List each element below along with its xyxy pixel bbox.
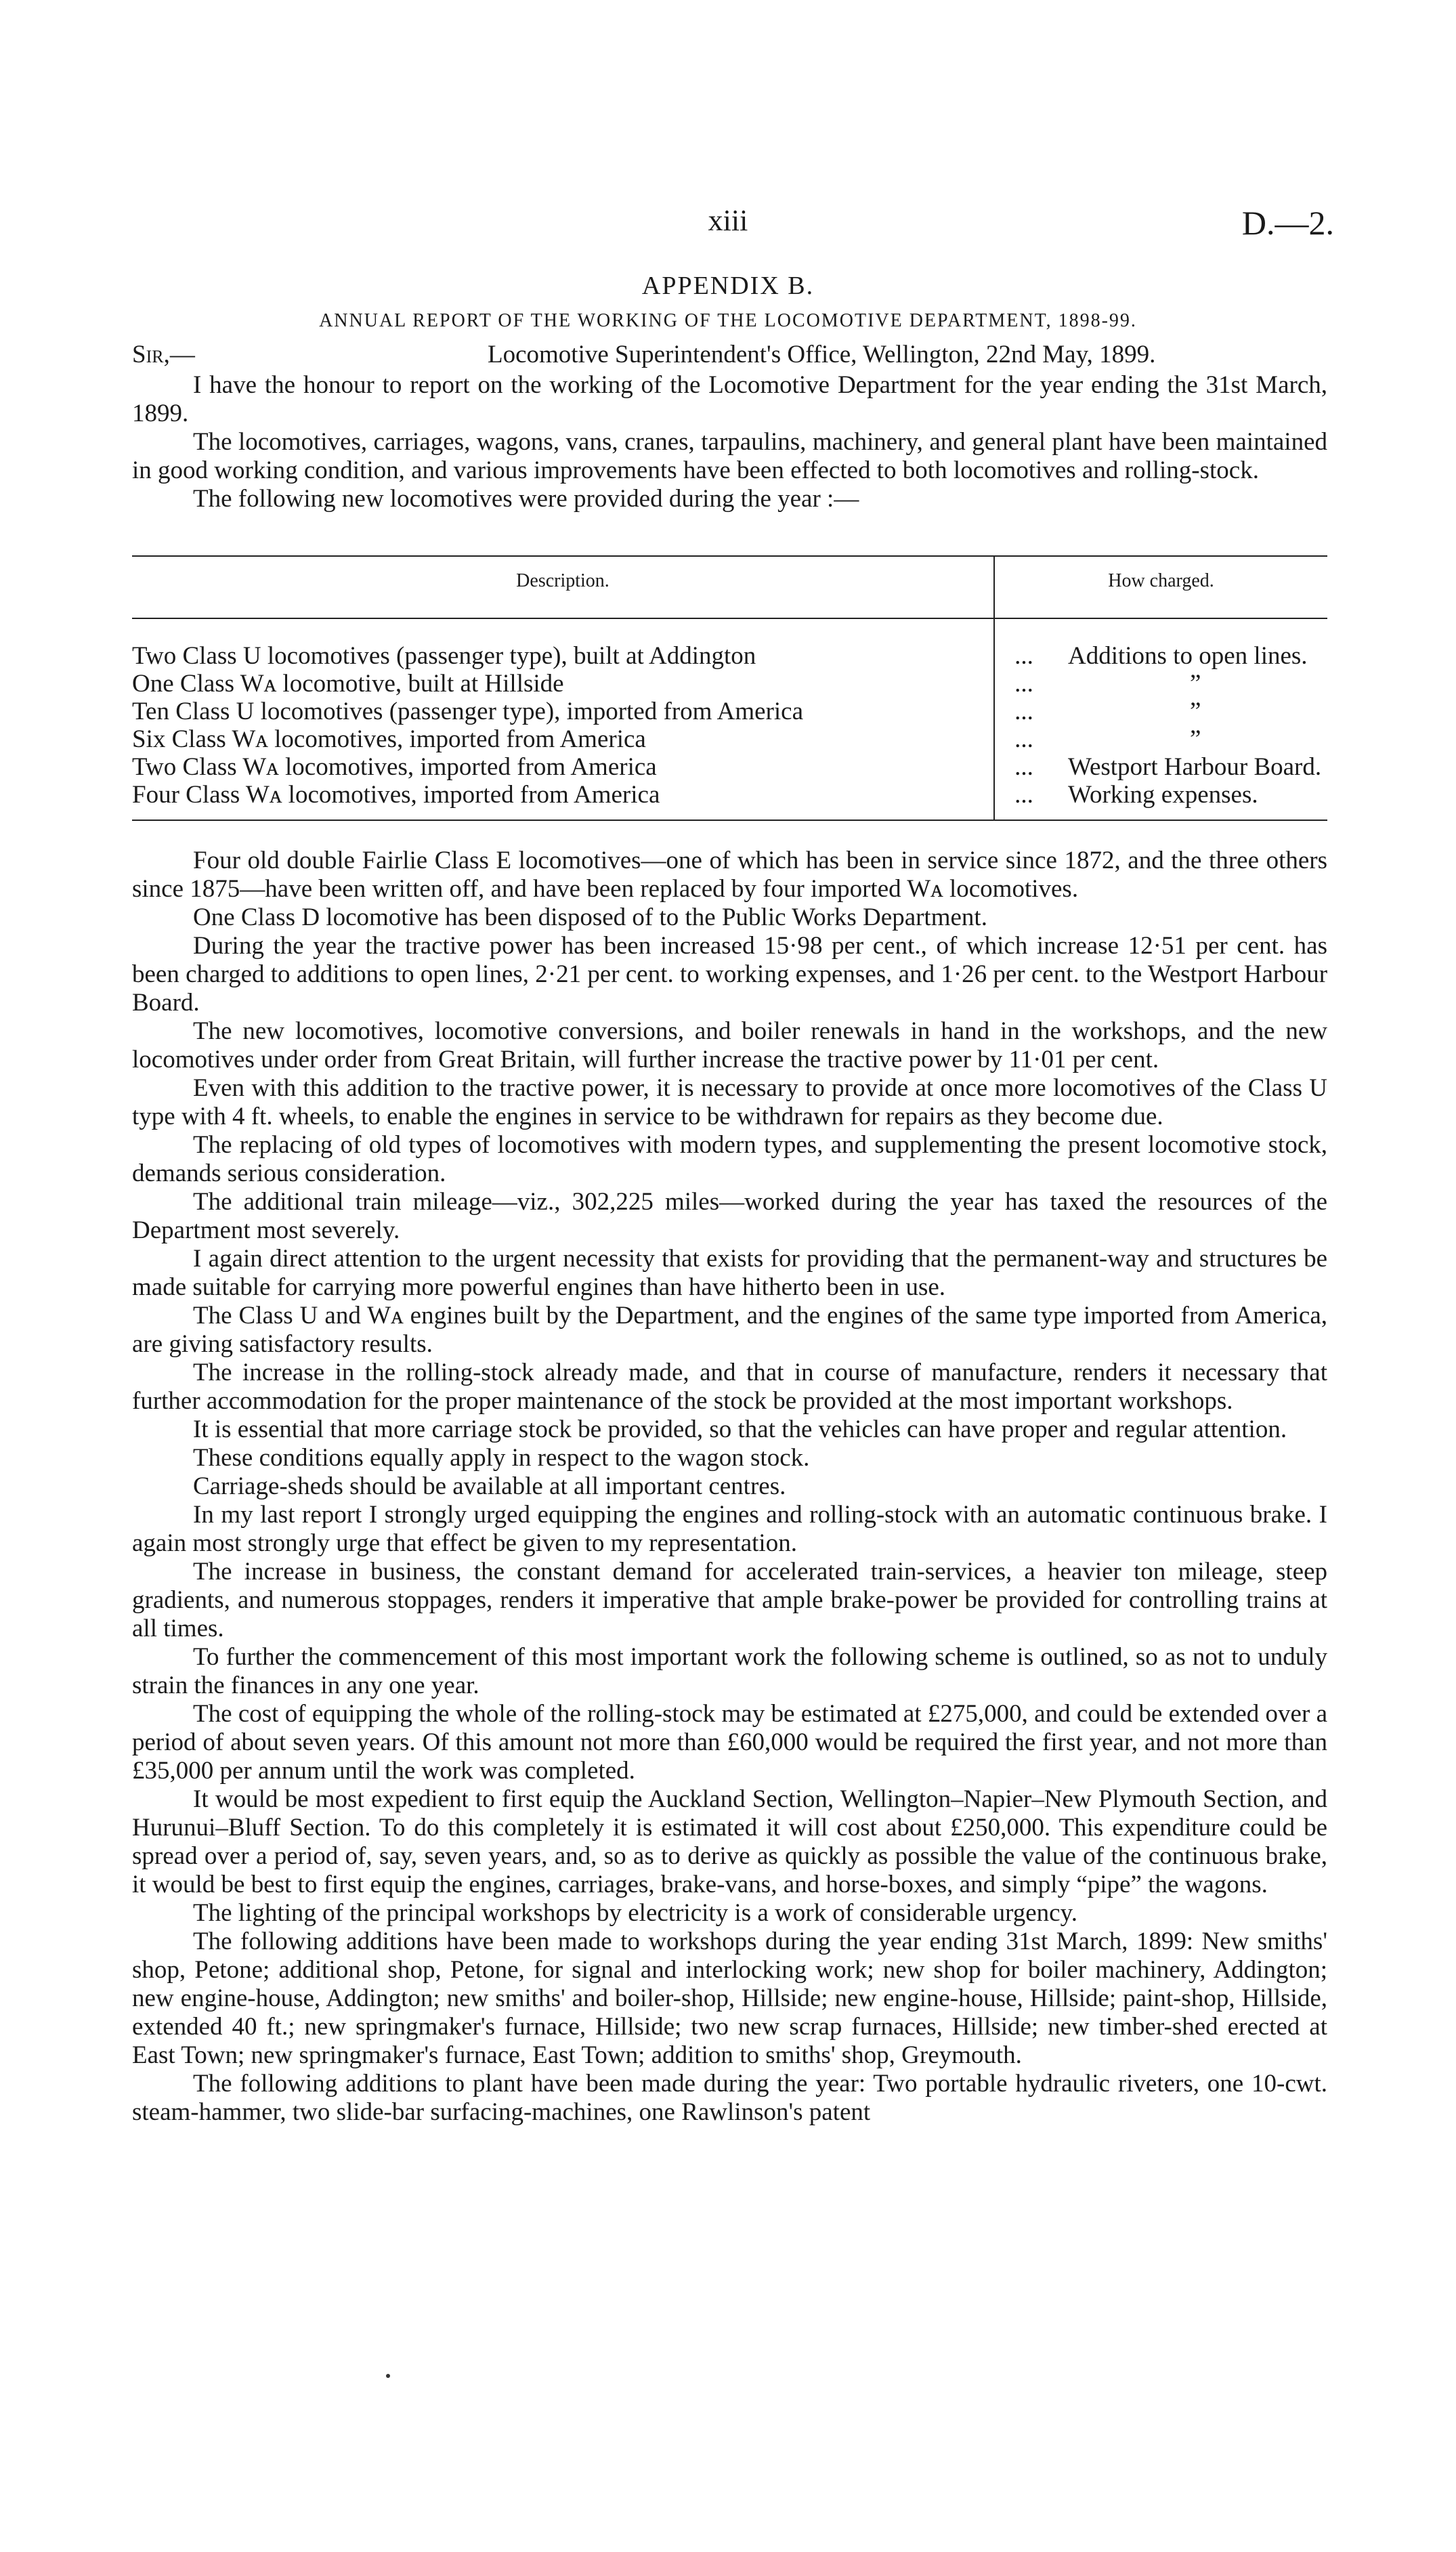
report-body [132,847,1327,2127]
body-paragraph: In my last report I strongly urged equipping the engines and rolling-stock with an automatic continuous brake. I again most strongly urge that effect be given to my representation. [132,1501,1327,1557]
table-bottom-rule [132,820,1327,821]
table-top-rule [132,555,1327,557]
page-number: xiii [708,204,748,237]
table-leader: ... [1014,725,1033,753]
table-cell-description: Two Class Wᴀ locomotives, imported from America [132,753,657,781]
body-paragraph: It would be most expedient to first equip the Auckland Section, Wellington–Napier–New Plymouth Section, and Hurunui–Bluff Section. To do this completely it is estimated it will cost about £250,000. This expenditure could be spread over a period of, say, seven years, and, so as to derive as quickly as possible the value of the continuous brake, it would be best to first equip the engines, carriages, brake-vans, and horse-boxes, and simply “pipe” the wagons. [132,1785,1327,1898]
body-paragraph: The Class U and Wᴀ engines built by the Department, and the engines of the same type imported from America, are giving satisfactory results. [132,1302,1327,1358]
table-header-description: Description. [516,570,609,591]
table-row [132,725,1327,753]
table-leader: ... [1014,698,1033,725]
intro-text [132,371,1327,513]
body-paragraph: The lighting of the principal workshops by electricity is a work of considerable urgency. [193,1899,1077,1927]
table-row [132,781,1327,809]
body-paragraph: I again direct attention to the urgent necessity that exists for providing that the permanent-way and structures be made suitable for carrying more powerful engines than have hitherto been in use. [132,1245,1327,1301]
table-cell-charged: Working expenses. [1068,781,1258,809]
table-cell-description: Six Class Wᴀ locomotives, imported from America [132,725,646,753]
ink-speck [386,2374,390,2378]
table-cell-charged: ” [1190,725,1201,753]
table-leader: ... [1014,670,1033,698]
body-paragraph: These conditions equally apply in respect to the wagon stock. [193,1444,810,1472]
intro-paragraph: The locomotives, carriages, wagons, vans, cranes, tarpaulins, machinery, and general plant have been maintained in good working condition, and various improvements have been effected to both locomotives and rolling-stock. [132,428,1327,484]
table-cell-charged: ” [1190,670,1201,698]
body-paragraph: The following additions to plant have been made during the year: Two portable hydraulic riveters, one 10-cwt. steam-hammer, two slide-bar surfacing-machines, one Rawlinson's patent [132,2070,1327,2126]
table-row [132,670,1327,698]
table-cell-description: Two Class U locomotives (passenger type), built at Addington [132,642,756,670]
salutation: Sir,— [132,341,195,368]
body-paragraph: Even with this addition to the tractive power, it is necessary to provide at once more locomotives of the Class U type with 4 ft. wheels, to enable the engines in service to be withdrawn for repairs as they become due. [132,1074,1327,1130]
table-cell-description: Four Class Wᴀ locomotives, imported from America [132,781,660,809]
body-paragraph: To further the commencement of this most important work the following scheme is outlined, so as not to unduly strain the finances in any one year. [132,1643,1327,1699]
document-code: D.—2. [1241,204,1334,242]
table-row [132,698,1327,725]
table-header-charged: How charged. [1108,570,1214,591]
intro-paragraph: The following new locomotives were provided during the year :— [193,485,859,513]
table-row [132,753,1327,781]
office-line: Locomotive Superintendent's Office, Wellington, 22nd May, 1899. [488,341,1156,368]
body-paragraph: It is essential that more carriage stock be provided, so that the vehicles can have proper and regular attention. [193,1416,1287,1443]
table-row [132,642,1327,670]
body-paragraph: One Class D locomotive has been disposed of to the Public Works Department. [193,903,987,931]
body-paragraph: The new locomotives, locomotive conversions, and boiler renewals in hand in the workshops, and the new locomotives under order from Great Britain, will further increase the tractive power by 11·01 per cent. [132,1017,1327,1073]
body-paragraph: The additional train mileage—viz., 302,225 miles—worked during the year has taxed the resources of the Department most severely. [132,1188,1327,1244]
body-paragraph: Carriage-sheds should be available at all important centres. [193,1472,786,1500]
body-paragraph: The cost of equipping the whole of the rolling-stock may be estimated at £275,000, and could be extended over a period of about seven years. Of this amount not more than £60,000 would be required the first year, and not more than £35,000 per annum until the work was completed. [132,1700,1327,1785]
body-paragraph: The following additions have been made to workshops during the year ending 31st March, 1899: New smiths' shop, Petone; additional shop, Petone, for signal and interlocking work; new shop for boiler machinery, Addington; new engine-house, Addington; new smiths' and boiler-shop, Hillside; new engine-house, Hillside; paint-shop, Hillside, extended 40 ft.; new springmaker's furnace, Hillside; two new scrap furnaces, Hillside; new timber-shed erected at East Town; new springmaker's furnace, East Town; addition to smiths' shop, Greymouth. [132,1928,1327,2069]
body-paragraph: The increase in the rolling-stock already made, and that in course of manufacture, renders it necessary that further accommodation for the proper maintenance of the stock be provided at the most important workshops. [132,1359,1327,1415]
appendix-label: APPENDIX B. [641,272,815,300]
table-cell-description: Ten Class U locomotives (passenger type), imported from America [132,698,804,725]
table-leader: ... [1014,753,1033,781]
table-cell-charged: Westport Harbour Board. [1068,753,1322,781]
body-paragraph: The replacing of old types of locomotives with modern types, and supplementing the present locomotive stock, demands serious consideration. [132,1131,1327,1187]
table-leader: ... [1014,642,1033,670]
body-paragraph: The increase in business, the constant demand for accelerated train-services, a heavier ton mileage, steep gradients, and numerous stoppages, renders it imperative that ample brake-power be provided for controlling trains at all times. [132,1558,1327,1642]
table-cell-charged: Additions to open lines. [1068,642,1308,670]
locomotive-table [132,642,1327,809]
table-cell-description: One Class Wᴀ locomotive, built at Hillside [132,670,564,698]
report-title: ANNUAL REPORT OF THE WORKING OF THE LOCOMOTIVE DEPARTMENT, 1898-99. [319,310,1137,331]
table-cell-charged: ” [1190,698,1201,725]
table-leader: ... [1014,781,1033,809]
body-paragraph: Four old double Fairlie Class E locomotives—one of which has been in service since 1872, and the three others since 1875—have been written off, and have been replaced by four imported Wᴀ locomotives. [132,847,1327,903]
body-paragraph: During the year the tractive power has been increased 15·98 per cent., of which increase 12·51 per cent. has been charged to additions to open lines, 2·21 per cent. to working expenses, and 1·26 per cent. to the Westport Harbour Board. [132,932,1328,1017]
table-header-rule [132,618,1327,619]
intro-paragraph: I have the honour to report on the working of the Locomotive Department for the year ending the 31st March, 1899. [132,371,1327,427]
